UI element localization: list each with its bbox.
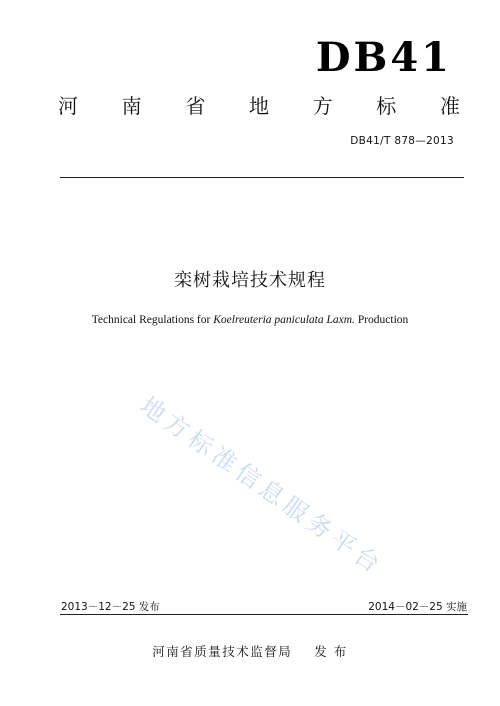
title-char: 河 (58, 94, 78, 118)
title-char: 省 (185, 94, 206, 118)
publisher-line (0, 642, 500, 660)
title-char: 南 (121, 94, 142, 118)
title-en-prefix: Technical Regulations for (91, 314, 214, 326)
header-divider (60, 177, 464, 178)
title-en-suffix: Production (354, 314, 409, 326)
title-char: 方 (312, 94, 333, 118)
watermark-text: 地方标准信息服务平台 (135, 391, 389, 581)
publish-action: 发 布 (314, 644, 348, 659)
title-char: 准 (439, 94, 460, 118)
publisher-name: 河南省质量技术监督局 (152, 644, 293, 659)
issue-date: 2013－12－25 发布 (61, 601, 160, 613)
standard-code-mark: DB41 (315, 34, 452, 81)
implementation-date: 2014－02－25 实施 (368, 601, 467, 613)
title-en-species: Koelreuteria paniculata Laxm. (213, 314, 355, 326)
footer-divider (60, 614, 468, 615)
document-title-zh: 栾树栽培技术规程 (174, 270, 326, 291)
standard-number: DB41/T 878—2013 (350, 135, 454, 147)
document-title-en (0, 314, 500, 326)
title-char: 标 (376, 94, 397, 118)
standard-category-title (58, 96, 460, 116)
title-char: 地 (248, 94, 269, 118)
